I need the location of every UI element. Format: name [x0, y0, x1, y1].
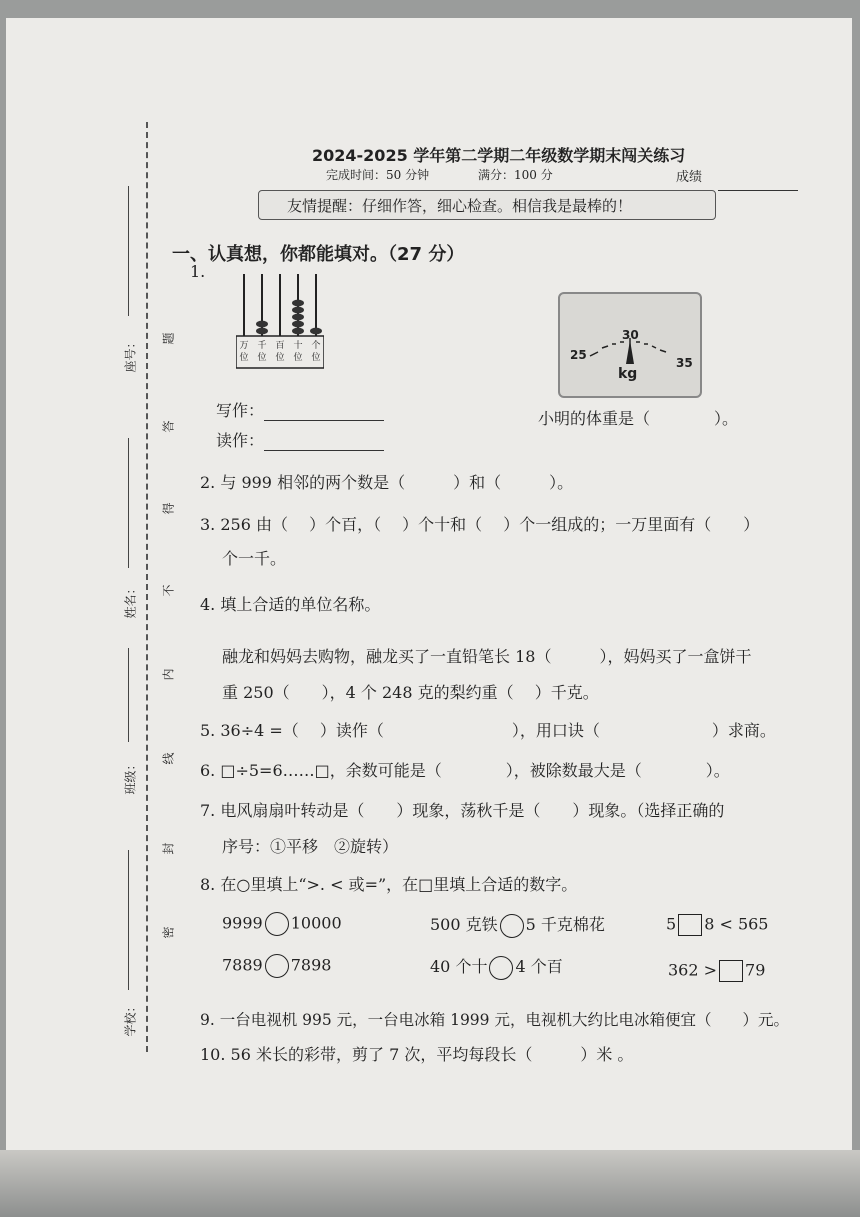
seat-label: 座号： [123, 336, 138, 373]
question-5: 5. 36÷4 =（ ）读作（ ），用口诀（ ）求商。 [200, 721, 776, 740]
compare-d-left: 7889 [222, 955, 263, 975]
abacus-bead [292, 328, 304, 335]
scale-unit: kg [618, 366, 638, 382]
abacus-bead [310, 328, 322, 335]
place-label: 千 [257, 341, 267, 351]
svg-text:位: 位 [275, 353, 285, 363]
question-7-cont: 序号：①平移 ②旋转） [222, 837, 399, 856]
compare-e-right: 4 个百 [515, 957, 563, 976]
abacus-rods [244, 274, 316, 336]
question-9: 9. 一台电视机 995 元，一台电冰箱 1999 元，电视机大约比电冰箱便宜（ ）元。 [200, 1011, 789, 1029]
compare-d-right: 7898 [290, 955, 332, 975]
class-label: 班级： [123, 758, 138, 795]
compare-circle[interactable] [265, 912, 289, 936]
fill-box[interactable] [678, 914, 702, 936]
question-2: 2. 与 999 相邻的两个数是（ ）和（ ）。 [200, 473, 574, 492]
abacus-beads [256, 300, 322, 335]
full-score: 满分：100 分 [478, 168, 553, 182]
abacus-bead [292, 300, 304, 307]
seal-char: 题 [161, 332, 176, 345]
fill-box[interactable] [719, 960, 743, 982]
grade-label: 成绩 [676, 170, 703, 185]
fill-c-right: 8 < 565 [704, 914, 769, 934]
place-label: 十 [293, 341, 303, 351]
school-underline [128, 850, 129, 990]
question-4-line2: 重 250（ ），4 个 248 克的梨约重（ ）千克。 [222, 683, 599, 702]
question-3-cont: 个一千。 [222, 549, 287, 568]
question-8: 8. 在○里填上“>. < 或=”，在□里填上合适的数字。 [200, 875, 578, 894]
seal-char: 答 [161, 420, 176, 433]
grade-underline [718, 190, 798, 191]
question-7: 7. 电风扇扇叶转动是（ ）现象，荡秋千是（ ）现象。（选择正确的 [200, 801, 725, 820]
binding-dashed-line [146, 122, 148, 1052]
fill-f-right: 79 [745, 960, 766, 980]
section-heading: 一、认真想，你都能填对。（27 分） [172, 244, 465, 265]
question-6: 6. □÷5=6……□，余数可能是（ ），被除数最大是（ ）。 [200, 761, 730, 780]
compare-circle[interactable] [500, 914, 524, 938]
weight-question: 小明的体重是（ ）。 [538, 409, 739, 428]
compare-b-right: 5 千克棉花 [525, 915, 605, 934]
seal-char: 线 [161, 752, 176, 765]
seal-char: 不 [161, 584, 176, 597]
svg-text:位: 位 [311, 353, 321, 363]
abacus-bead [292, 314, 304, 321]
time-limit: 完成时间：50 分钟 [326, 168, 430, 182]
q1-number: 1. [190, 262, 206, 281]
compare-b-left: 500 克铁 [430, 915, 498, 934]
compare-a-right: 10000 [290, 913, 342, 933]
place-label: 百 [275, 341, 285, 351]
name-underline [128, 438, 129, 568]
exam-title: 2024-2025 学年第二学期二年级数学期末闯关练习 [312, 146, 686, 165]
scale-mark-30: 30 [622, 328, 639, 342]
abacus-bead [256, 328, 268, 335]
compare-e-left: 40 个十 [430, 957, 488, 976]
place-label: 个 [311, 341, 321, 351]
compare-circle[interactable] [489, 956, 513, 980]
school-label: 学校： [123, 1000, 138, 1037]
read-label: 读作： [216, 431, 265, 450]
read-answer-line[interactable] [264, 434, 384, 451]
class-underline [128, 648, 129, 742]
seal-char: 得 [161, 502, 176, 515]
write-label: 写作： [216, 401, 265, 420]
scale-mark-25: 25 [570, 348, 587, 362]
abacus-bead [256, 321, 268, 328]
seat-underline [128, 186, 129, 316]
question-4: 4. 填上合适的单位名称。 [200, 595, 381, 614]
abacus-bead [292, 321, 304, 328]
write-answer-line[interactable] [264, 404, 384, 421]
svg-text:位: 位 [239, 353, 249, 363]
fill-f-left: 362 > [668, 960, 718, 980]
seal-char: 封 [161, 842, 176, 855]
seal-char: 内 [161, 668, 176, 681]
abacus-bead [292, 307, 304, 314]
question-10: 10. 56 米长的彩带，剪了 7 次，平均每段长（ ）米 。 [200, 1045, 634, 1064]
place-label: 万 [239, 341, 249, 351]
abacus-figure [236, 272, 324, 370]
reminder-banner: 友情提醒：仔细作答，细心检查。相信我是最棒的！ [258, 190, 716, 220]
compare-a-left: 9999 [222, 913, 263, 933]
seal-char: 密 [161, 926, 176, 939]
fill-c-left: 5 [666, 914, 677, 934]
question-4-line1: 融龙和妈妈去购物，融龙买了一直铅笔长 18（ ），妈妈买了一盒饼干 [222, 647, 752, 666]
weight-scale-dial [558, 292, 702, 398]
svg-text:位: 位 [293, 353, 303, 363]
bottom-shadow [0, 1150, 860, 1217]
question-3: 3. 256 由（ ）个百，（ ）个十和（ ）个一组成的；一万里面有（ ） [200, 515, 760, 534]
name-label: 姓名： [123, 582, 138, 619]
svg-text:位: 位 [257, 353, 267, 363]
compare-circle[interactable] [265, 954, 289, 978]
scale-mark-35: 35 [676, 356, 693, 370]
